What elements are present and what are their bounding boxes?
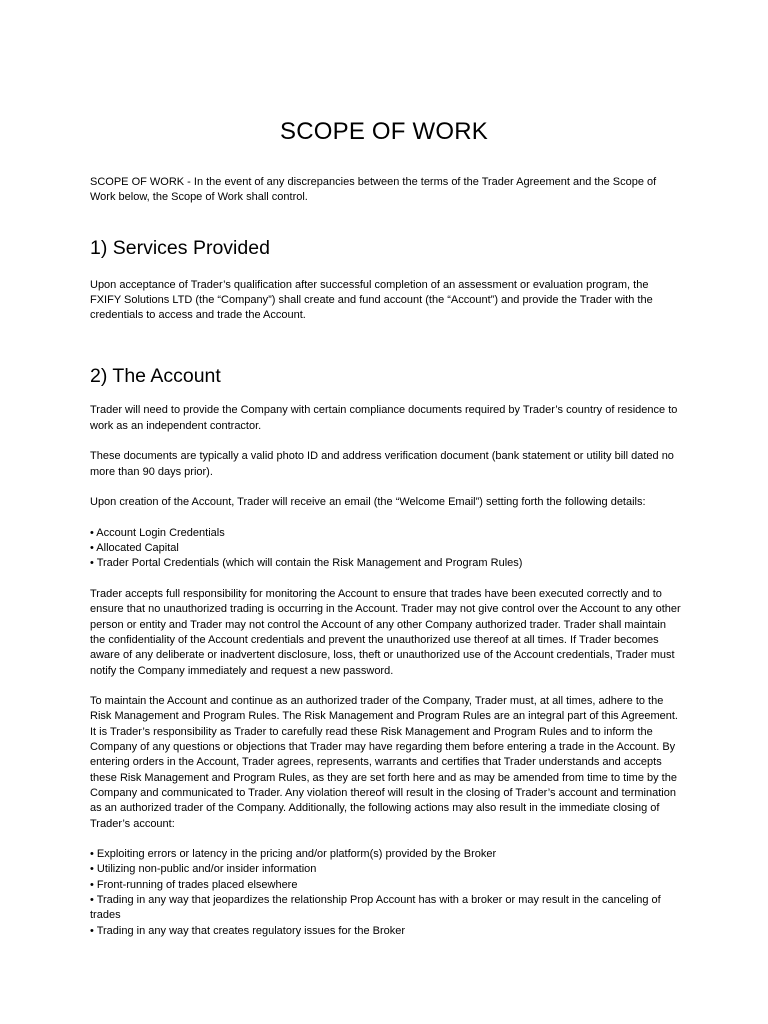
maintain-account-paragraph: To maintain the Account and continue as an authorized trader of the Company, Trader must, at all times, adhere to the Risk Management and Program Rules. The Risk Management and Program Rules are an integral part of this Agreement. It is Trader’s responsibility as Trader to carefully read these Risk Management and Program Rules and to inform the Company of any questions or objections that Trader may have regarding them before entering a trade in the Account. By entering orders in the Account, Trader agrees, represents, warrants and certifies that Trader understands and accepts these Risk Management and Program Rules, as they are set forth here and as may be amended from time to time by the Company and communicated to Trader. Any violation thereof will result in the closing of Trader’s account and termination as an authorized trader of the Company. Additionally, the following actions may also result in the immediate closing of Trader’s account: (90, 695, 678, 830)
list-item: • Utilizing non-public and/or insider information (90, 863, 317, 876)
welcome-email-details-list (90, 526, 682, 572)
list-item: • Account Login Credentials (90, 526, 225, 539)
welcome-email-paragraph: Upon creation of the Account, Trader will receive an email (the “Welcome Email”) setting forth the following details: (90, 496, 646, 509)
list-item: • Allocated Capital (90, 542, 179, 555)
section-heading-services: 1) Services Provided (90, 236, 270, 259)
list-item: • Trader Portal Credentials (which will contain the Risk Management and Program Rules) (90, 557, 523, 570)
document-title: SCOPE OF WORK (280, 118, 488, 145)
responsibility-paragraph: Trader accepts full responsibility for monitoring the Account to ensure that trades have been executed correctly and to ensure that no unauthorized trading is occurring in the Account. Trader may not give control over the Account to any other person or entity and Trader may not control the Account of any other Company authorized trader. Trader shall maintain the confidentiality of the Account credentials and prevent the unauthorized use thereof at all times. If Trader becomes aware of any deliberate or inadvertent disclosure, loss, theft or unauthorized use of the Account credentials, Trader must notify the Company immediately and request a new password. (90, 588, 681, 677)
documents-paragraph: These documents are typically a valid photo ID and address verification document (bank statement or utility bill dated no more than 90 days prior). (90, 450, 674, 478)
section-heading-account: 2) The Account (90, 365, 221, 388)
compliance-paragraph: Trader will need to provide the Company with certain compliance documents required by Trader’s country of residence to work as an independent contractor. (90, 404, 678, 432)
closing-actions-list (90, 847, 682, 939)
list-item: • Exploiting errors or latency in the pricing and/or platform(s) provided by the Broker (90, 848, 497, 861)
document-content (90, 175, 682, 954)
intro-paragraph: SCOPE OF WORK - In the event of any discrepancies between the terms of the Trader Agreement and the Scope of Work below, the Scope of Work shall control. (90, 176, 657, 204)
list-item: • Front-running of trades placed elsewhere (90, 878, 298, 891)
services-paragraph: Upon acceptance of Trader’s qualification after successful completion of an assessment or evaluation program, the FXIFY Solutions LTD (the “Company”) shall create and fund account (the “Account”) and provide the Trader with the credentials to access and trade the Account. (90, 278, 653, 322)
list-item: • Trading in any way that creates regulatory issues for the Broker (90, 924, 406, 937)
list-item: • Trading in any way that jeopardizes the relationship Prop Account has with a broker or may result in the canceling of trades (90, 893, 661, 922)
